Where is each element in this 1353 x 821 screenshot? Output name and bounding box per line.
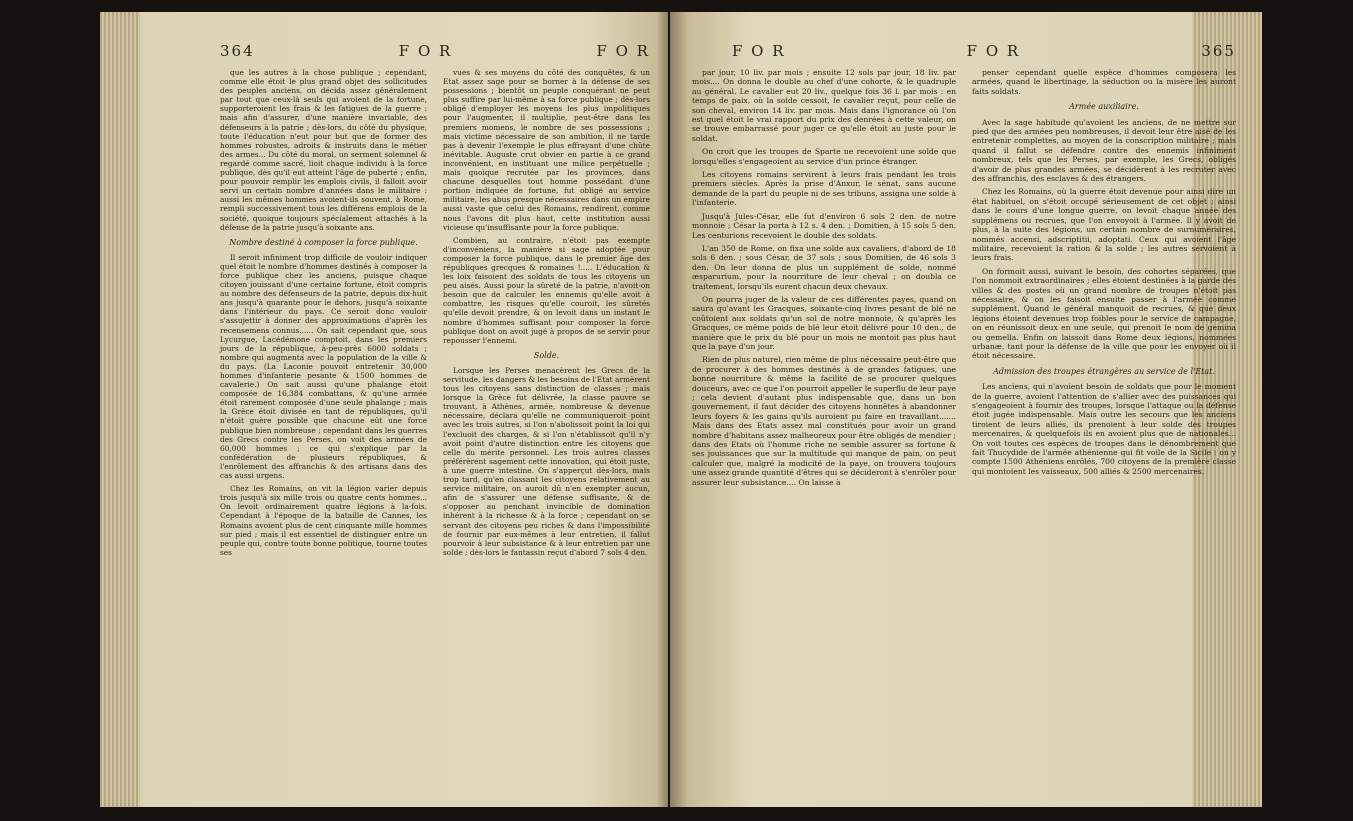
paragraph: que les autres à la chose publique ; cependant, comme elle étoit le plus grand objet des sollicitudes des peuples anciens, on décida assez généralement par tout que ceux-là seuls qui avoient de la fortune, supporteroient les frais & les fatigues de la guerre : mais afin d'assurer, d'une manière invariable, des défenseurs à la patrie ; dès-lors, du côté du physique, toute l'éducation n'eut pour but que de former des hommes robustes, adroits & instruits dans le métier des armes... Du côté du moral, un serment solemnel & regardé comme sacré, lioit chaque individu à la force publique, dès qu'il eut atteint l'âge de puberté ; enfin, pour pouvoir remplir les emplois civils, il falloit avoir servi un certain nombre d'années dans le militaire : aussi les mêmes hommes avoient-ils souvent, à Rome, rempli successivement tous les différens emplois de la société, quoique toujours spécialement attachés à la défense de la patrie jusqu'à soixante ans. <box>220 68 427 232</box>
running-head: F O R <box>398 42 453 60</box>
page-number: 365 <box>1201 42 1236 60</box>
page-number: 364 <box>220 42 255 60</box>
paragraph: penser cependant quelle espèce d'hommes composera les armées, quand le libertinage, la séduction ou la misère les auront faits soldats. <box>972 68 1236 96</box>
section-heading: Nombre destiné à composer la force publique. <box>229 237 418 247</box>
paragraph: L'an 350 de Rome, on fixa une solde aux cavaliers, d'abord de 18 sols 6 den. ; sous César, de 37 sols ; sous Domitien, de 46 sols 3 den. On leur donna de plus un supplément de solde, nommé æsparurium, pour la nourriture de leur cheval ; on doubla ce traitement, lorsqu'ils eurent chacun deux chevaux. <box>692 243 956 291</box>
text-column <box>220 68 427 561</box>
page-edges <box>100 12 140 807</box>
running-head: F O R <box>732 42 786 60</box>
left-page <box>100 12 668 807</box>
paragraph: On croit que les troupes de Sparte ne recevoient une solde que lorsqu'elles s'engageoient au service d'un prince étranger. <box>692 147 956 166</box>
text-column <box>692 68 956 491</box>
paragraph: Combien, au contraire, n'étoit pas exempte d'inconvéniens, la manière si sage adoptée pour composer la force publique, dans le premier âge des républiques grecques & romaines !..... L'éducation & les loix faisoient des soldats de tous les citoyens un peu aisés. Aussi pour la sûreté de la patrie, n'avoit-on besoin que de calculer les ennemis qu'elle avoit à combattre, les risques qu'elle couroit, les sûretés qu'elle devoit prendre, & on levoit dans un instant le nombre d'hommes suffisant pour composer la force publique dont on avoit jugé à propos de se servir pour repousser l'ennemi. <box>443 235 650 345</box>
paragraph: Jusqu'à Jules-César, elle fut d'environ 6 sols 2 den. de notre monnoie ; César la porta à 12 s. 4 den. ; Domitien, à 15 sols 5 den. Les centurions recevoient le double des soldats. <box>692 211 956 240</box>
right-page <box>670 12 1262 807</box>
paragraph: Les anciens, qui n'avoient besoin de soldats que pour le moment de la guerre, avoient l'attention de s'allier avec des puissances qui s'engageoient à fournir des troupes, lorsque l'attaque ou la défense étoit jugée indispensable. Mais outre les secours que les anciens tiroient de leurs alliés, ils prenoient à leur solde des troupes mercenaires, & quelquefois ils en avoient plus que de nationales... On voit toutes ces espèces de troupes dans le dénombrement que fait Thucydide de l'armée athénienne qui fit voile de la Sicile : on y compte 1500 Athéniens enrôlés, 700 citoyens de la première classe qui montoient les vaisseaux, 500 alliés & 2500 mercenaires. <box>972 382 1236 476</box>
section-heading: Solde. <box>533 350 560 360</box>
running-header <box>220 42 650 62</box>
paragraph: par jour, 10 liv. par mois ; ensuite 12 sols par jour, 18 liv. par mois.... On donna le double au chef d'une cohorte, & le quadruple au général. Le cavalier eut 20 liv., quelque fois 36 l. par mois : en temps de paix, où la solde cessoit, le cavalier reçut, pour celle de son cheval, environ 14 liv. par mois. Mais dans l'ignorance où l'on est quel étoit le vrai rapport du prix des denrées à cette valeur, on se trouve embarrassé pour juger ce qu'elle étoit au juste pour le soldat. <box>692 68 956 143</box>
paragraph: vues & ses moyens du côté des conquêtes, & un Etat assez sage pour se borner à la défense de ses possessions ; bientôt un peuple conquérant ne peut plus suffire par lui-même à sa force publique ; dès-lors obligé d'employer les moyens les plus impolitiques pour l'augmenter, il multiplie, peut-être dans les premiers momens, le nombre de ses possessions ; mais victime nécessaire de son ambition, il ne tarde pas à devenir l'exemple le plus effrayant d'une chûte inévitable. Auguste crut obvier en partie à ce grand inconvénient, en instituant une milice perpétuelle ; mais quoique recrutée par les provinces, dans chacune desquelles tout homme possédant d'une portion indiquée de fortune, fut obligé au service militaire, les abus presque nécessaires dans un empire aussi vaste que celui des Romains, rendirent, comme nous l'avons dit plus haut, cette institution aussi vicieuse qu'insuffisante pour la force publique. <box>443 68 650 232</box>
paragraph: Il seroit infiniment trop difficile de vouloir indiquer quel étoit le nombre d'hommes destinés à composer la force publique chez les anciens, puisque chaque citoyen jouissant d'une certaine fortune, étoit compris au nombre des défenseurs de la patrie, depuis dix-huit ans jusqu'à quarante pour le dehors, jusqu'à soixante dans l'intérieur du pays. Ce seroit donc vouloir s'assujettir à donner des approximations d'après les recensemens connus...... On sait cependant que, sous Lycurgue, Lacédémone comptoit, dans les premiers jours de la république, à-peu-près 6000 soldats ; nombre qui augmenta avec la population de la ville & du pays. (La Laconie pouvoit entretenir 30,000 hommes d'infanterie pesante & 1500 hommes de cavalerie.) On sait aussi qu'une phalange étoit composée de 16,384 combattans, & qu'une armée étoit rarement composée d'une seule phalange ; mais la Grèce étoit divisée en tant de républiques, qu'il n'étoit guère possible que chacune eût une force publique bien nombreuse ; cependant dans les guerres des Grecs contre les Perses, on voit des armées de 60,000 hommes ; ce qui s'explique par la confédération de plusieurs républiques, & l'enrôlement des affranchis & des artisans dans des cas aussi urgens. <box>220 252 427 481</box>
paragraph: On formoit aussi, suivant le besoin, des cohortes séparées, que l'on nommoit extraordinaires ; elles étoient destinées à la garde des villes & des postes où un grand nombre de troupes n'étoit pas nécessaire, & on les faisoit ensuite passer à l'armée comme supplément. Quand le général manquoit de recrues, & que deux légions étoient devenues trop foibles pour le service de campagne, on en réunissoit deux en une seule, qui prenoit le nom de gemina ou gemella. Enfin on laissoit dans Rome deux légions, nommées urbanæ, tant pour la défense de la ville que pour les envoyer où il étoit nécessaire. <box>972 266 1236 361</box>
paragraph: Lorsque les Perses menacèrent les Grecs de la servitude, les dangers & les besoins de l'Etat armèrent tous les citoyens sans distinction de classes ; mais lorsque la Grèce fut délivrée, la classe pauvre se trouvant, à Athènes, armée, nombreuse & devenue nécessaire, déclara qu'elle ne communiqueroit point avec les trois autres, si l'on n'abolissoit point la loi qui l'excluoit des charges, & si l'on n'établissoit qu'il n'y avoit point d'autre distinction entre les citoyens que celle du mérite personnel. Les trois autres classes préférèrent sagement cette innovation, qui étoit juste, à une guerre intestine. On s'apperçut dès-lors, mais trop tard, qu'en classant les citoyens relativement au service militaire, on auroit dû n'en exempter aucun, afin de s'assurer une défense suffisante, & de s'opposer au penchant invincible de domination inhérent à la richesse & à la force ; cependant on se servant des citoyens peu riches & dans l'impossibilité de fournir par eux-mêmes à leur entretien, il fallut pourvoir à leur subsistance & à leur entretien par une solde ; dès-lors le fantassin reçut d'abord 7 sols 4 den. <box>443 365 650 557</box>
open-book <box>100 12 1262 807</box>
paragraph: Avec la sage habitude qu'avoient les anciens, de ne mettre sur pied que des armées peu nombreuses, il devoit leur être aisé de les entretenir complettes, au moyen de la conscription militaire ; mais quand il fallut se défendre contre des ennemis infiniment nombreux, tels que les Perses, par exemple, les Grecs, obligés d'avoir de plus grandes armées, se décidèrent à les recruter avec des affranchis, des esclaves & des étrangers. <box>972 117 1236 184</box>
text-column <box>443 68 650 561</box>
paragraph: On pourra juger de la valeur de ces différentes payes, quand on saura qu'avant les Gracques, soixante-cinq livres pesant de blé ne coûtoient aux soldats qu'un sol de notre monnoie, & qu'après les Gracques, ce même poids de blé leur étoit délivré pour 10 den., de manière que le prix du blé pour un mois ne montoit pas plus haut que la paye d'un jour. <box>692 294 956 351</box>
text-column <box>972 68 1236 491</box>
paragraph: Chez les Romains, on vit la légion varier depuis trois jusqu'à six mille trois ou quatre cents hommes... On levoit ordinairement quatre légions à la-fois. Cependant à l'époque de la bataille de Cannes, les Romains avoient plus de cent cinquante mille hommes sur pied ; mais il est essentiel de distinguer entre un peuple qui, contre toute bonne politique, tourne toutes ses <box>220 484 427 557</box>
section-heading: Admission des troupes étrangères au service de l'Etat. <box>993 366 1215 376</box>
running-head: F O R <box>966 42 1021 60</box>
paragraph: Chez les Romains, où la guerre étoit devenue pour ainsi dire un état habituel, on s'étoit occupé sérieusement de cet objet ; ainsi dans le cours d'une longue guerre, on levoit chaque année des supplémens ou recrues, que l'on envoyoit à l'armée. Il y avoit de plus, à la suite des légions, un certain nombre de surnuméraires, nommés accensi, adscriptitii, adoptati. Ceux qui avoient l'âge militaire, recevoient la ration & la solde ; les autres servoient à leurs frais. <box>972 187 1236 263</box>
paragraph: Rien de plus naturel, rien même de plus nécessaire peut-être que de procurer à des hommes destinés à de grandes fatigues, une bonne nourriture & même la facilité de se procurer quelques douceurs, avec ce que l'on pourroit appeller le superflu de leur paye ; cela devient d'autant plus indispensable que, dans un bon gouvernement, il faut décider des citoyens honnêtes à abandonner leurs foyers & les gains qu'ils auroient pu faire en travaillant....... Mais dans des Etats assez mal constitués pour avoir un grand nombre d'habitans assez malheureux pour être obligés de mendier ; dans des Etats où l'homme riche ne semble assurer sa fortune & ses jouissances que sur la multitude qui manque de pain, on peut calculer que, malgré la modicité de la paye, on trouvera toujours une assez grande quantité d'êtres qui se décideront à s'enrôler pour assurer leur subsistance.... On laisse à <box>692 355 956 487</box>
running-header <box>692 42 1236 62</box>
paragraph: Les citoyens romains servirent à leurs frais pendant les trois premiers siècles. Après la prise d'Anxur, le sénat, sans aucune demande de la part du peuple ni de ses tribuns, assigna une solde à l'infanterie. <box>692 170 956 208</box>
running-head: F O R <box>596 42 650 60</box>
section-heading: Armée auxiliaire. <box>1069 102 1139 112</box>
